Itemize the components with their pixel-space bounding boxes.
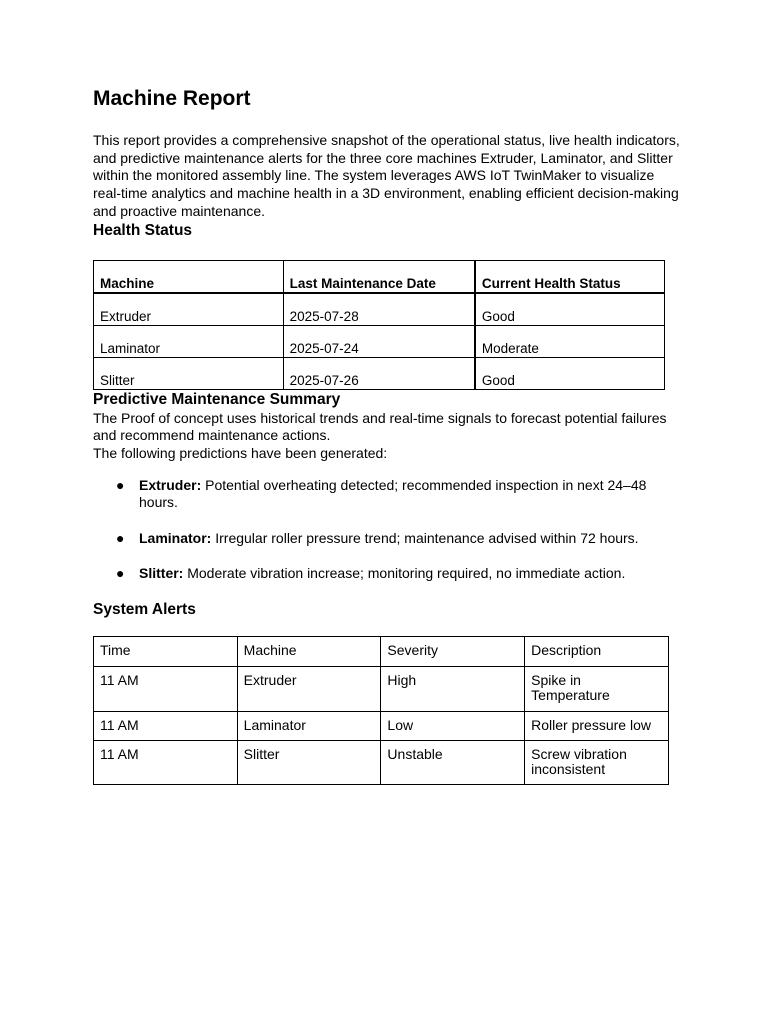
column-header-description: Description: [525, 636, 669, 666]
prediction-text: Potential overheating detected; recommended inspection in next 24–48 hours.: [139, 476, 647, 511]
predictions-list: [93, 477, 683, 583]
bullet-icon: ●: [116, 564, 125, 581]
bullet-icon: ●: [116, 476, 125, 493]
column-header-current-health-status: Current Health Status: [475, 260, 665, 293]
prediction-text: Irregular roller pressure trend; maintenance advised within 72 hours.: [211, 529, 639, 546]
cell-severity: Unstable: [381, 740, 525, 784]
cell-last-maintenance-date: 2025-07-26: [283, 357, 475, 389]
table-header-row: [94, 636, 669, 666]
cell-machine: Slitter: [237, 740, 381, 784]
cell-time: 11 AM: [94, 740, 238, 784]
predictive-intro-paragraph: The Proof of concept uses historical trends and real-time signals to forecast potential failures and recommend maintenance actions.: [93, 409, 667, 444]
prediction-machine: Slitter:: [139, 564, 184, 581]
cell-health-status: Moderate: [475, 325, 665, 357]
column-header-severity: Severity: [381, 636, 525, 666]
cell-machine: Extruder: [94, 293, 284, 325]
table-header-row: [94, 260, 665, 293]
table-row: [94, 740, 669, 784]
table-row: [94, 293, 665, 325]
table-row: [94, 325, 665, 357]
prediction-text: Moderate vibration increase; monitoring required, no immediate action.: [183, 564, 626, 581]
bullet-icon: ●: [116, 529, 125, 546]
cell-machine: Laminator: [237, 711, 381, 740]
intro-paragraph: This report provides a comprehensive snapshot of the operational status, live health indicators, and predictive maintenance alerts for the three core machines Extruder, Laminator, and Slitter within the monitored assembly line. The system leverages AWS IoT TwinMaker to visualize real-time analytics and machine health in a 3D environment, enabling efficient decision-making and proactive maintenance.: [93, 132, 680, 219]
predictive-maintenance-heading: Predictive Maintenance Summary: [93, 390, 341, 408]
cell-severity: High: [381, 666, 525, 711]
prediction-machine: Laminator:: [139, 529, 212, 546]
table-row: [94, 666, 669, 711]
column-header-machine: Machine: [237, 636, 381, 666]
cell-machine: Laminator: [94, 325, 284, 357]
page-title: Machine Report: [93, 87, 251, 110]
cell-health-status: Good: [475, 357, 665, 389]
list-item: [93, 530, 683, 548]
cell-severity: Low: [381, 711, 525, 740]
system-alerts-heading: System Alerts: [93, 600, 196, 618]
table-row: [94, 711, 669, 740]
cell-description: Roller pressure low: [525, 711, 669, 740]
cell-health-status: Good: [475, 293, 665, 325]
document-page: [93, 84, 683, 785]
system-alerts-table: [93, 636, 669, 785]
prediction-machine: Extruder:: [139, 476, 202, 493]
column-header-last-maintenance-date: Last Maintenance Date: [283, 260, 475, 293]
cell-last-maintenance-date: 2025-07-28: [283, 293, 475, 325]
predictions-lead-paragraph: The following predictions have been generated:: [93, 444, 388, 461]
column-header-time: Time: [94, 636, 238, 666]
table-row: [94, 357, 665, 389]
list-item: [93, 565, 683, 583]
cell-time: 11 AM: [94, 666, 238, 711]
column-header-machine: Machine: [94, 260, 284, 293]
cell-description: Screw vibration inconsistent: [525, 740, 669, 784]
cell-description: Spike in Temperature: [525, 666, 669, 711]
cell-last-maintenance-date: 2025-07-24: [283, 325, 475, 357]
cell-machine: Extruder: [237, 666, 381, 711]
cell-machine: Slitter: [94, 357, 284, 389]
cell-time: 11 AM: [94, 711, 238, 740]
health-status-heading: Health Status: [93, 221, 193, 239]
health-status-table: [93, 260, 665, 390]
list-item: [93, 477, 683, 512]
